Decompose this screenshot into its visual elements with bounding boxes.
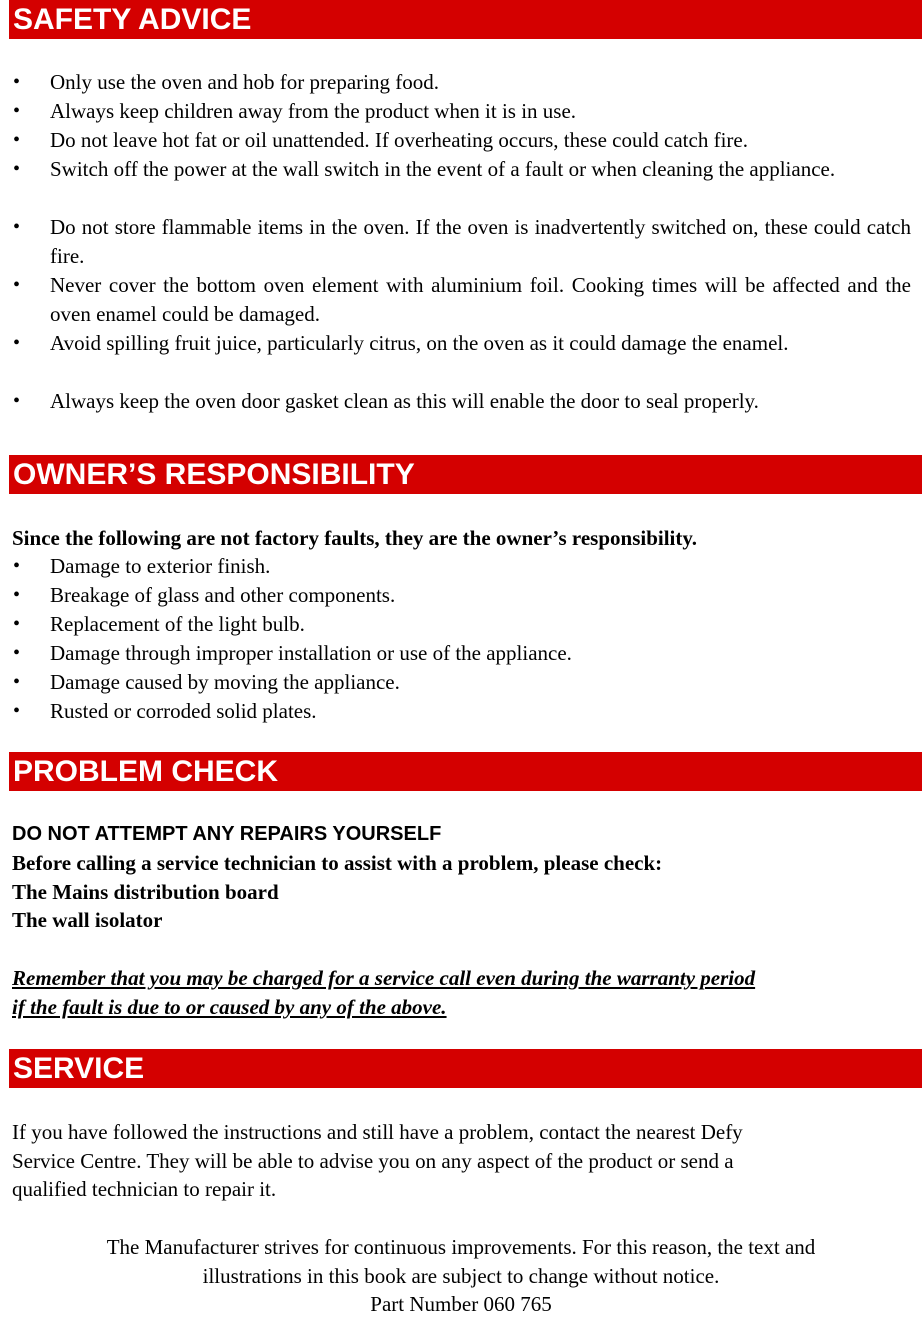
owner-intro: Since the following are not factory faults, they are the owner’s responsibility. — [12, 526, 697, 550]
check-item-mains: The Mains distribution board — [12, 880, 279, 904]
list-item: • Damage caused by moving the appliance. — [0, 668, 922, 697]
footer-notice-line-1: The Manufacturer strives for continuous improvements. For this reason, the text and — [106, 1235, 816, 1259]
list-item: • Never cover the bottom oven element with aluminium foil. Cooking times will be affected and the oven enamel could be damaged. — [0, 271, 922, 329]
warranty-note-line-2: if the fault is due to or caused by any of the above. — [12, 995, 447, 1019]
section-title-service: SERVICE — [13, 1052, 145, 1085]
service-text-line-2: Service Centre. They will be able to advise you on any aspect of the product or send a — [12, 1149, 734, 1173]
section-title-problem: PROBLEM CHECK — [13, 755, 279, 788]
service-text-line-3: qualified technician to repair it. — [12, 1177, 277, 1201]
repairs-warning: DO NOT ATTEMPT ANY REPAIRS YOURSELF — [12, 823, 442, 845]
list-item: • Switch off the power at the wall switch in the event of a fault or when cleaning the appliance. — [0, 155, 922, 213]
list-item: • Replacement of the light bulb. — [0, 610, 922, 639]
list-item: • Always keep children away from the product when it is in use. — [0, 97, 922, 126]
list-item: • Always keep the oven door gasket clean as this will enable the door to seal properly. — [0, 387, 922, 416]
footer-notice-line-2: illustrations in this book are subject to change without notice. — [202, 1264, 720, 1288]
list-item: • Do not store flammable items in the oven. If the oven is inadvertently switched on, these could catch fire. — [0, 213, 922, 271]
check-intro: Before calling a service technician to assist with a problem, please check: — [12, 851, 663, 875]
part-number: Part Number 060 765 — [370, 1292, 552, 1316]
check-item-isolator: The wall isolator — [12, 908, 163, 932]
safety-list — [0, 68, 922, 416]
list-item: • Do not leave hot fat or oil unattended. If overheating occurs, these could catch fire. — [0, 126, 922, 155]
service-text-line-1: If you have followed the instructions and still have a problem, contact the nearest Defy — [12, 1120, 743, 1144]
list-item: • Avoid spilling fruit juice, particularly citrus, on the oven as it could damage the enamel. — [0, 329, 922, 387]
list-item: • Damage through improper installation or use of the appliance. — [0, 639, 922, 668]
list-item: • Rusted or corroded solid plates. — [0, 697, 922, 726]
list-item: • Breakage of glass and other components. — [0, 581, 922, 610]
owner-list — [0, 552, 922, 726]
section-title-safety: SAFETY ADVICE — [13, 3, 252, 36]
warranty-note-line-1: Remember that you may be charged for a service call even during the warranty period — [12, 966, 756, 990]
section-title-owner: OWNER’S RESPONSIBILITY — [13, 458, 415, 491]
list-item: • Damage to exterior finish. — [0, 552, 922, 581]
list-item: • Only use the oven and hob for preparing food. — [0, 68, 922, 97]
